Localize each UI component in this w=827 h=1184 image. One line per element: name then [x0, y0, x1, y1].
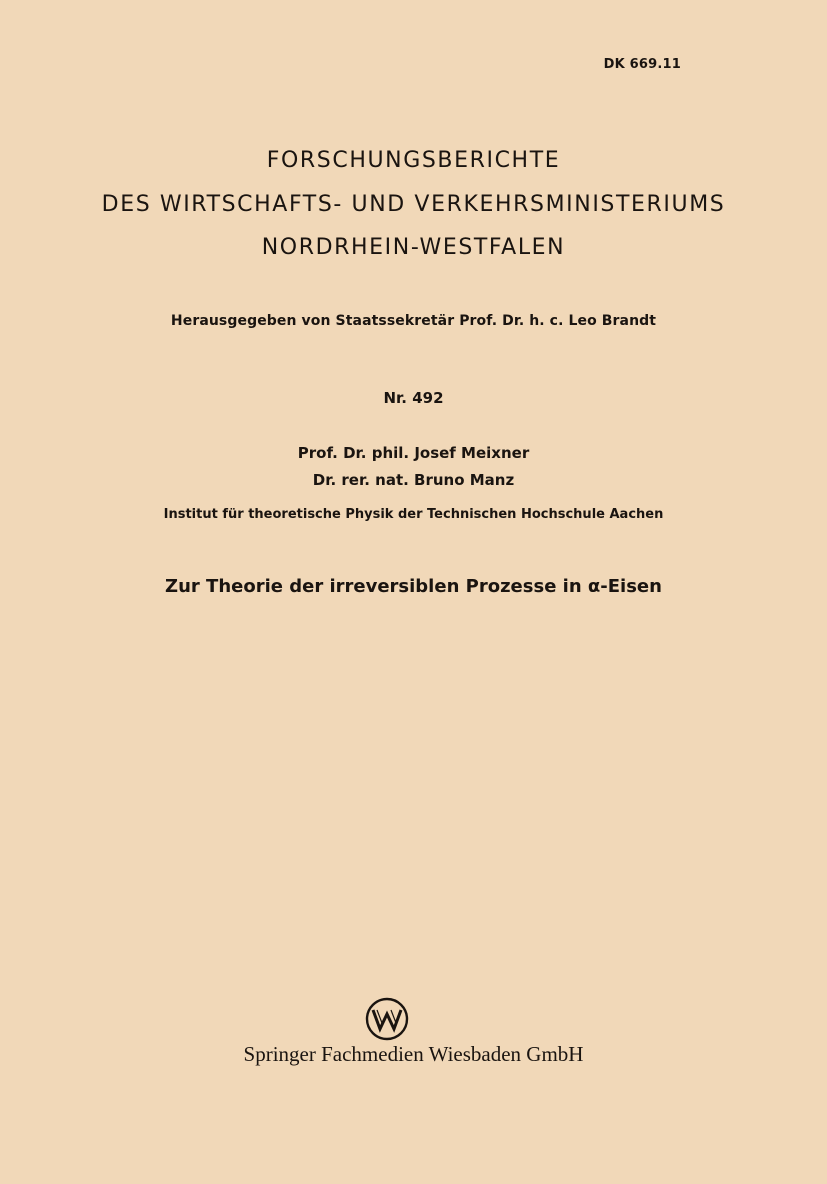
springer-w-logo-icon: [365, 997, 409, 1041]
classification-code: DK 669.11: [603, 57, 681, 72]
volume-number: Nr. 492: [383, 389, 444, 407]
publisher-name: Springer Fachmedien Wiesbaden GmbH: [243, 1042, 584, 1066]
series-title-line-3: NORDRHEIN-WESTFALEN: [261, 235, 566, 260]
editor-line: Herausgegeben von Staatssekretär Prof. Dr. h. c. Leo Brandt: [170, 313, 657, 329]
book-title: Zur Theorie der irreversiblen Prozesse in α-Eisen: [165, 576, 662, 597]
author-1: Prof. Dr. phil. Josef Meixner: [297, 444, 530, 462]
author-2: Dr. rer. nat. Bruno Manz: [312, 471, 515, 489]
series-title-line-2: DES WIRTSCHAFTS- UND VERKEHRSMINISTERIUMS: [101, 192, 726, 217]
series-title-line-1: FORSCHUNGSBERICHTE: [266, 148, 561, 173]
institute-line: Institut für theoretische Physik der Technischen Hochschule Aachen: [163, 507, 664, 522]
